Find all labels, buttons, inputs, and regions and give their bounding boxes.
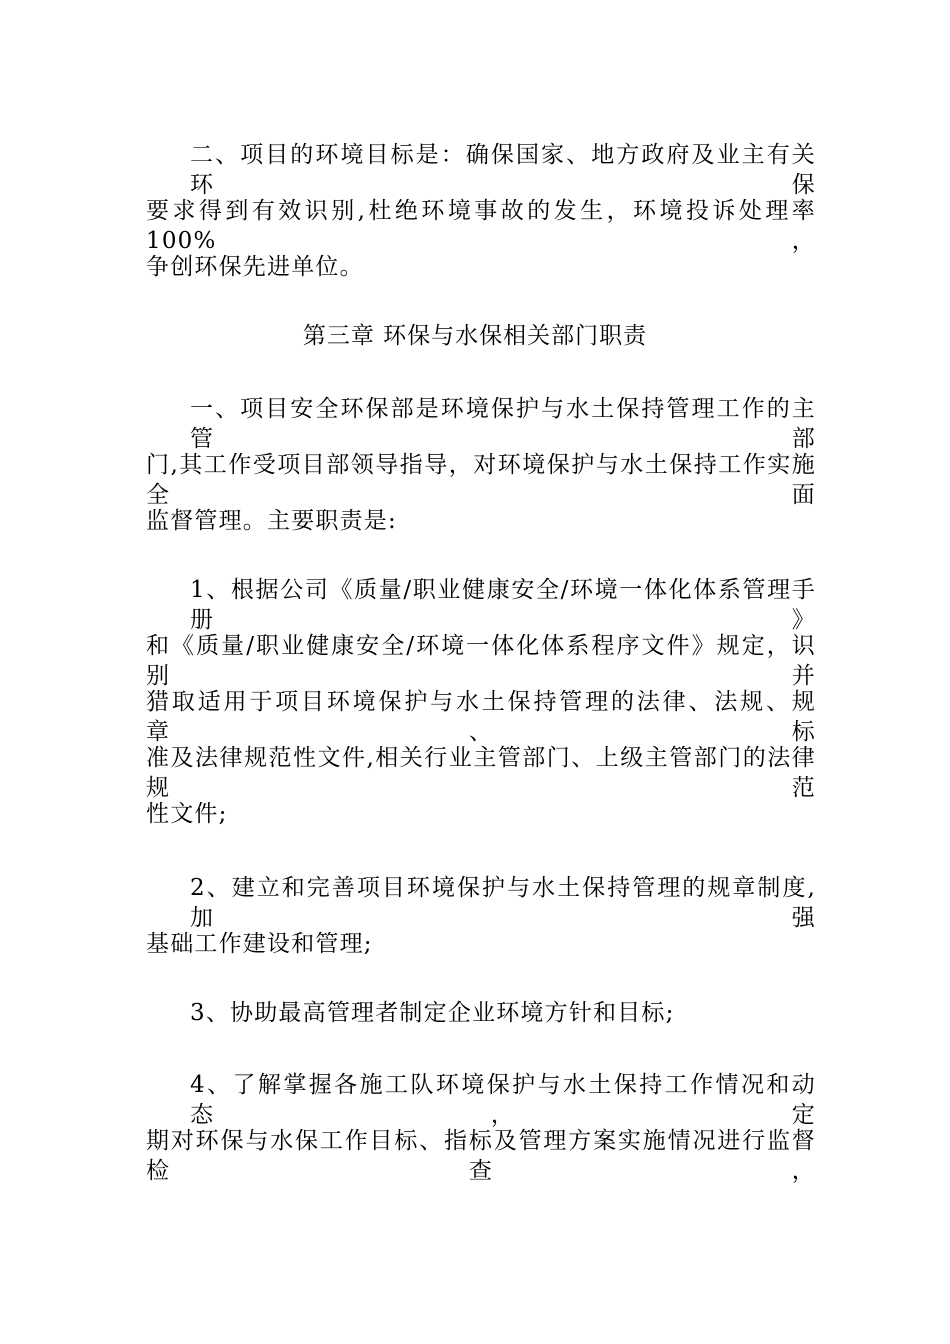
paragraph-dept-line-2: 门,其工作受项目部领导指导，对环境保护与水土保持工作实施全面 <box>146 452 816 508</box>
paragraph-duty-1-line-3: 猎取适用于项目环境保护与水土保持管理的法律、法规、规章、标 <box>146 689 816 745</box>
chapter-heading: 第三章 环保与水保相关部门职责 <box>302 323 648 349</box>
paragraph-dept-line-3: 监督管理。主要职责是: <box>146 508 397 534</box>
paragraph-duty-3-line-1: 3、协助最高管理者制定企业环境方针和目标; <box>190 1000 675 1026</box>
paragraph-duty-2-line-2: 基础工作建设和管理; <box>146 931 373 957</box>
paragraph-env-goal-line-2: 要求得到有效识别,杜绝环境事故的发生，环境投诉处理率 100%， <box>146 198 816 254</box>
paragraph-duty-1-line-1: 1、根据公司《质量/职业健康安全/环境一体化体系管理手册》 <box>190 577 816 633</box>
paragraph-dept-line-1: 一、项目安全环保部是环境保护与水土保持管理工作的主管部 <box>190 396 816 452</box>
paragraph-duty-2-line-1: 2、建立和完善项目环境保护与水土保持管理的规章制度,加强 <box>190 875 816 931</box>
paragraph-env-goal-line-1: 二、项目的环境目标是：确保国家、地方政府及业主有关环保 <box>190 142 816 198</box>
paragraph-duty-4-line-2: 期对环保与水保工作目标、指标及管理方案实施情况进行监督检查， <box>146 1128 816 1184</box>
paragraph-duty-1-line-4: 准及法律规范性文件,相关行业主管部门、上级主管部门的法律规范 <box>146 745 816 801</box>
paragraph-duty-1-line-2: 和《质量/职业健康安全/环境一体化体系程序文件》规定，识别并 <box>146 633 816 689</box>
paragraph-env-goal-line-3: 争创环保先进单位。 <box>146 254 364 280</box>
paragraph-duty-4-line-1: 4、了解掌握各施工队环境保护与水土保持工作情况和动态，定 <box>190 1072 816 1128</box>
paragraph-duty-1-line-5: 性文件; <box>146 801 228 827</box>
